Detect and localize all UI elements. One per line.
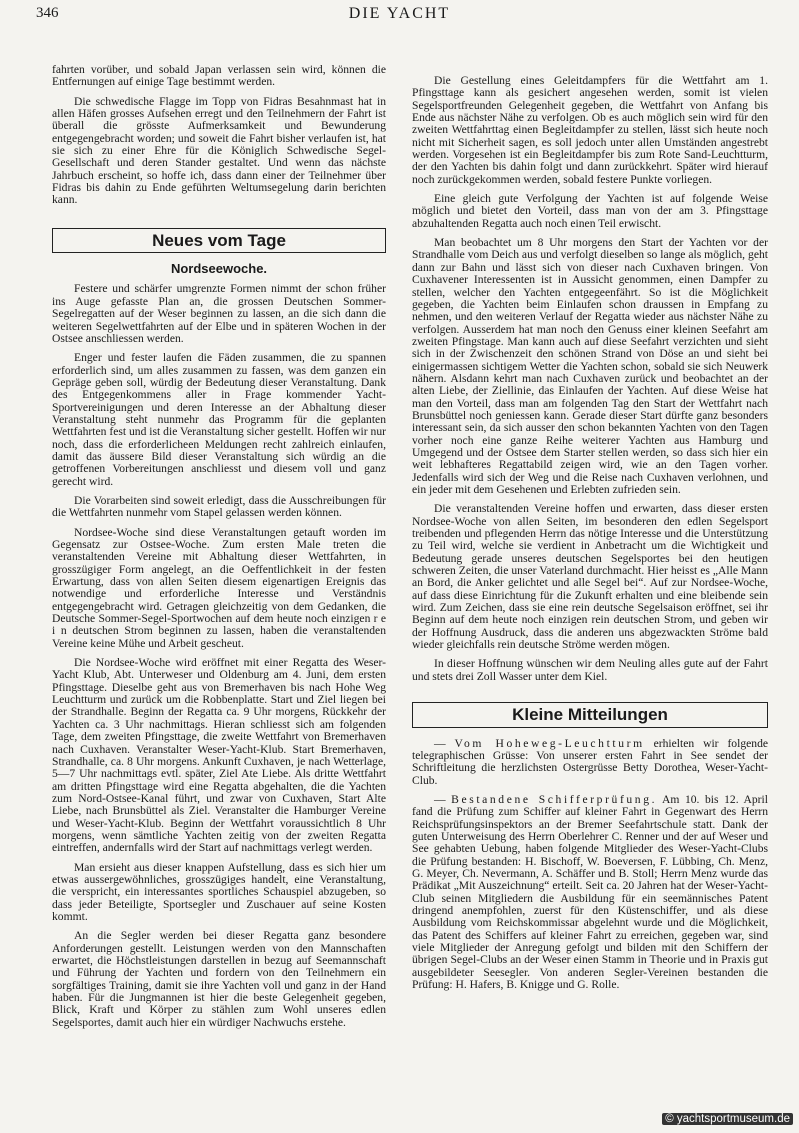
note-item: — Bestandene Schifferprüfung. Am 10. bis 12. April fand die Prüfung zum Schiffer auf kleiner Fahrt in Gegenwart des Herrn Reichsprüfungsinspektors an der Bremer Seefahrtschule statt. Dank der guten Unterweisung des Herrn Oberlehrer C. Renner und der auf Weser und See gehabten Uebung, haben folgende Mitglieder des Weser-Yacht-Clubs die Prüfung bestanden: H. Bischoff, W. Boeversen, F. Lübbing, Ch. Menz, G. Meyer, Ch. Nevermann, A. Schäffer und B. Stoll; Herrn Menz wurde das Prädikat „Mit Auszeichnung“ erteilt. Seit ca. 20 Jahren hat der Weser-Yacht-Club seinen Mitgliedern die Ausbildung für ein seemännisches Patent dringend anempfohlen, zuerst für den Küstenschiffer, und als diese Ausbildung vom Reichskommissar abgelehnt wurde und die Möglichkeit, das Patent des Schiffers auf kleiner Fahrt zu erreichen, gegeben war, sind viele Mitglieder der Anregung gefolgt und bilden mit den Schiffern der übrigen Segel-Clubs an der Weser einen Stamm in Theorie und in Praxis gut ausgebildeter Seesegler. Von anderen Segler-Vereinen bestanden die Prüfung: H. Hafers, B. Knigge und G. Rolle. bbox=[412, 792, 768, 992]
note-text: Am 10. bis 12. April fand die Prüfung zum Schiffer auf kleiner Fahrt in Gegenwart des Herrn Reichsprüfungsinspektors an der Bremer Seefahrtschule statt. Dank der guten Unterweisung des Herrn Oberlehrer C. Renner und der auf Weser und See gehabten Uebung, haben folgende Mitglieder des Weser-Yacht-Clubs die Prüfung bestanden: H. Bischoff, W. Boeversen, F. Lübbing, Ch. Menz, G. Meyer, Ch. Nevermann, A. Schäffer und B. Stoll; Herrn Menz wurde das Prädikat „Mit Auszeichnung“ erteilt. Seit ca. 20 Jahren hat der Weser-Yacht-Club seinen Mitgliedern die Ausbildung für ein seemännisches Patent dringend anempfohlen, zuerst für den Küstenschiffer, und als diese Ausbildung vom Reichskommissar abgelehnt wurde und die Möglichkeit, das Patent des Schiffers auf kleiner Fahrt zu erreichen, gegeben war, sind viele Mitglieder der Anregung gefolgt und bilden mit den Schiffern der übrigen Segel-Clubs an der Weser einen Stamm in Theorie und in Praxis gut ausgebildeter Seesegler. Von anderen Segler-Vereinen bestanden die Prüfung: H. Hafers, B. Knigge und G. Rolle. bbox=[412, 792, 768, 992]
page-number: 346 bbox=[36, 5, 59, 21]
section-title-box: Neues vom Tage bbox=[52, 228, 386, 253]
left-column bbox=[52, 64, 386, 1036]
copyright-watermark: © yachtsportmuseum.de bbox=[662, 1113, 793, 1125]
note-lead: Vom Hoheweg-Leuchtturm bbox=[454, 736, 645, 750]
right-column bbox=[412, 75, 768, 998]
paragraph: Die Gestellung eines Geleitdampfers für die Wettfahrt am 1. Pfingsttage kann als gesichert angesehen werden, somit ist vielen Segelsportfreunden Gelegenheit gegeben, die Wettfahrt von Anfang bis Ende aus nächster Nähe zu verfolgen. Ob es auch möglich sein wird für den zweiten Wettfahrttag einen Begleitdampfer zu stellen, lässt sich heute noch nicht mit Sicherheit sagen, es soll jedoch unter allen Umständen angestrebt werden. Vorgesehen ist ein Begleitdampfer bis zum Rote Sand-Leuchtturm, der den Yachten bis dahin folgt und dann zurückkehrt. Später wird hierauf noch zurückgekommen werden, sobald festere Punkte vorliegen. bbox=[412, 74, 768, 186]
running-title: DIE YACHT bbox=[348, 5, 451, 22]
note-text: erhielten wir folgende telegraphischen Grüsse: Von unserer ersten Fahrt in See sendet der Schriftleitung die herzlichsten Ostergrüsse Betty Dorothea, Weser-Yacht-Club. bbox=[412, 736, 769, 787]
paragraph: Die Nordsee-Woche wird eröffnet mit einer Regatta des Weser-Yacht Klub, Abt. Unterweser und Oldenburg am 4. Juni, dem ersten Pfingsttage. Dieselbe geht aus von Bremerhaven bis nach Hohe Weg Leuchtturm und zurück um die Robbenplatte. Start und Ziel liegen bei der Strandhalle. Beginn der Regatta ca. 9 Uhr morgens, Rückkehr der Yachten ca. 3 Uhr nachmittags. Hieran schliesst sich am folgenden Tage, dem zweiten Pfingsttage, die zweite Wettfahrt von Bremerhaven nach Cuxhaven. Veranstalter Weser-Yacht-Klub. Start Bremerhaven, Strandhalle, ca. 8 Uhr morgens. Ankunft Cuxhaven, je nach Wetterlage, 5—7 Uhr nachmittags evtl. später, Ziel Ate Liebe. Als dritte Wettfahrt am dritten Pfingsttage wird eine Regatta abgehalten, die die Yachten zum Nord-Ostsee-Kanal führt, und zwar von Cuxhaven, Start Alte Liebe, nach Brunsbüttel als Ziel. Veranstalter die Hamburger Vereine und Weser-Yacht-Klub. Beginn der Wettfahrt voraussichtlich 8 Uhr morgens, wenn sämtliche Yachten zeitig von der zweiten Regatta eintreffen, andernfalls wird der Start auf nachmittags verlegt werden. bbox=[52, 656, 386, 855]
paragraph: Die Vorarbeiten sind soweit erledigt, dass die Ausschreibungen für die Wettfahrten nunmehr vom Stapel gelassen werden können. bbox=[52, 493, 386, 520]
note-lead: Bestandene Schifferprüfung. bbox=[451, 792, 658, 806]
paragraph: Man ersieht aus dieser knappen Aufstellung, dass es sich hier um etwas aussergewöhnliches, grosszügiges handelt, eine Veranstaltung, die verspricht, ein interessantes sportliches Schauspiel abzugeben, so dass jeder Beteiligte, Sportsegler und Zuschauer auf seine Kosten kommt. bbox=[52, 860, 386, 923]
paragraph: Die schwedische Flagge im Topp von Fidras Besahnmast hat in allen Häfen grosses Aufsehen erregt und den Teilnehmern der Fahrt ist überall die grösste Aufmerksamkeit und Bewunderung entgegengebracht worden; und soweit die Fahrt bisher verlaufen ist, hat sie sich zu einer Ehre für die Königlich Schwedische Segel-Gesellschaft und deren Stander gestaltet. Und wenn das nächste Jahrbuch erscheint, so hoffe ich, dass dann einer der Teilnehmer über Fidras bis dahin zu Ende geführten Weltumsegelung darin berichten kann. bbox=[52, 94, 386, 207]
note-item: — Vom Hoheweg-Leuchtturm erhielten wir folgende telegraphischen Grüsse: Von unserer ersten Fahrt in See sendet der Schriftleitung die herzlichsten Ostergrüsse Betty Dorothea, Weser-Yacht-Club. bbox=[412, 736, 769, 787]
paragraph: Festere und schärfer umgrenzte Formen nimmt der schon früher ins Auge gefasste Plan an, die grossen Deutschen Sommer-Segelregatten auf der Weser beginnen zu lassen, an die sich dann die weiteren Segelwettfahrten auf der Elbe und in späteren Wochen in der Ostsee anschliessen werden. bbox=[52, 282, 386, 345]
paragraph: Enger und fester laufen die Fäden zusammen, die zu spannen erforderlich sind, um alles zusammen zu fassen, was dem ganzen ein Gepräge geben soll, würdig der Bedeutung dieser Veranstaltung. Dank des Entgegenkommens aller in Frage kommender Yacht-Sportvereinigungen und deren Interesse an der Abhaltung dieser Veranstaltung steht nunmehr das Programm für die geplanten Wettfahrten fest und ist die Veranstaltung sicher gestellt. Hoffen wir nur noch, dass die erforderlicheen Meldungen recht zahlreich einlaufen, damit das äussere Bild dieser Veranstaltung sich würdig an die getroffenen Vorbereitungen anschliesst und diesem voll und ganz gerecht wird. bbox=[52, 351, 386, 488]
paragraph: In dieser Hoffnung wünschen wir dem Neuling alles gute auf der Fahrt und stets drei Zoll Wasser unter dem Kiel. bbox=[412, 657, 768, 683]
article-title: Nordseewoche. bbox=[170, 261, 268, 277]
section-title-box: Kleine Mitteilungen bbox=[412, 702, 768, 727]
paragraph: An die Segler werden bei dieser Regatta ganz besondere Anforderungen gestellt. Leistungen werden von den Mannschaften erwartet, die Höchstleistungen darstellen in bezug auf Seemannschaft und Führung der Yachten und fordern von den Teilnehmern ein sorgfältiges Training, damit sie ihre Yachten voll und ganz in der Hand haben. Für die Jungmannen ist hier die beste Gelegenheit gegeben, Blick, Kraft und Körper zu stählen zum Wohl unseres edlen Segelsportes, damit auch hier ein würdiger Nachwuchs erstehe. bbox=[52, 929, 386, 1029]
paragraph: Die veranstaltenden Vereine hoffen und erwarten, dass dieser ersten Nordsee-Woche von allen Seiten, im besonderen den edlen Segelsport treibenden und pflegenden Herrn das nötige Interesse und die Unterstützung zu Teil wird, welche sie verdient in Anbetracht um die Wichtigkeit und Bedeutung gerade unseres deutschen Segelsportes bei den heutigen schweren Zeiten, die unser Vaterland durchmacht. Hier heisst es „Alle Mann an Bord, die Anker gelichtet und alle Segel bei“. Auf zur Nordsee-Woche, auf dass diese Einrichtung für die Zukunft erhalten und eine bleibende sein wird. Zum Zeichen, dass sie eine rein deutsche Segelsaison eröffnet, sei ihr Beginn auf dem heute noch einzigen rein deutschen Strom, und geben wir der Hoffnung Ausdruck, dass die anderen uns abgezwackten Ströme bald wieder gleichfalls rein deutsche Ströme werden mögen. bbox=[412, 502, 768, 652]
paragraph: fahrten vorüber, und sobald Japan verlassen sein wird, können die Entfernungen auf einige Tage bestimmt werden. bbox=[52, 63, 386, 89]
paragraph: Nordsee-Woche sind diese Veranstaltungen getauft worden im Gegensatz zur Ostsee-Woche. Zum ersten Male treten die veranstaltenden Vereine mit Abhaltung dieser Wettfahrten, in grosszügiger Form angelegt, an die Oeffentlichkeit in der festen Erwartung, dass von allen Seiten diesem eigenartigen Ereignis das notwendige und erforderliche Interesse und Verständnis entgegengebracht wird. Getragen gleichzeitig von dem Gedanken, die Deutsche Sommer-Segel-Sportwochen auf dem heute noch einzigen r e i n deutschen Strom beginnen zu lassen, haben die veranstaltenden Vereine keine Mühe und Arbeit gescheut. bbox=[52, 525, 386, 650]
paragraph: Man beobachtet um 8 Uhr morgens den Start der Yachten vor der Strandhalle vom Deich aus und verfolgt dieselben so lange als möglich, geht dann zur Bahn und lässt sich von dieser nach Cuxhaven bringen. Von Cuxhavener Interessenten ist in Aussicht genommen, einen Dampfer zu stellen, welcher den Yachten entgegeenfährt. So ist die Möglichkeit gegeben, die Yachten beim Einlaufen schon draussen in Empfang zu nehmen, und den weiteren Verlauf der Regatta wieder aus nächster Nähe zu verfolgen. Ausserdem hat man noch den Genuss einer kleinen Seefahrt am zweiten Pfingstage. Man kann auch auf diese Seefahrt verzichten und sieht sich in der Zwischenzeit den schönen Strand von Döse an und sieht bei einigermassen sichtigem Wetter die Yachten schon, sobald sie sich Neuwerk nähern. Alsdann kehrt man nach Cuxhaven zurück und beobachtet an der alten Liebe, der Ziellinie, das Einlaufen der Yachten. Auf diese Weise hat man den Vorteil, dass man am folgenden Tag den Start der Wettfahrt nach Brunsbüttel noch geniessen kann. Gerade dieser Start dürfte ganz besonders interessant sein, da sich ausser den schon bekannten Yachten von den Tagen vorher noch eine ganze Reihe weiterer Yachten aus Hamburg und Umgegend und der Ostsee dem Starter stellen werden, so dass sich hier ein weit lebhafteres Regattabild zeigen wird, wie an den Tagen vorher. Jedenfalls wird sich der Weg und die Reise nach Cuxhaven verlohnen, und ein jeder mit dem Gesehenen und Erlebten zufrieden sein. bbox=[412, 236, 768, 496]
paragraph: Eine gleich gute Verfolgung der Yachten ist auf folgende Weise möglich und bietet den Vorteil, dass man von der am 3. Pfingsttage abzuhaltenden Regatta auch noch einen Teil erwischt. bbox=[412, 192, 768, 230]
